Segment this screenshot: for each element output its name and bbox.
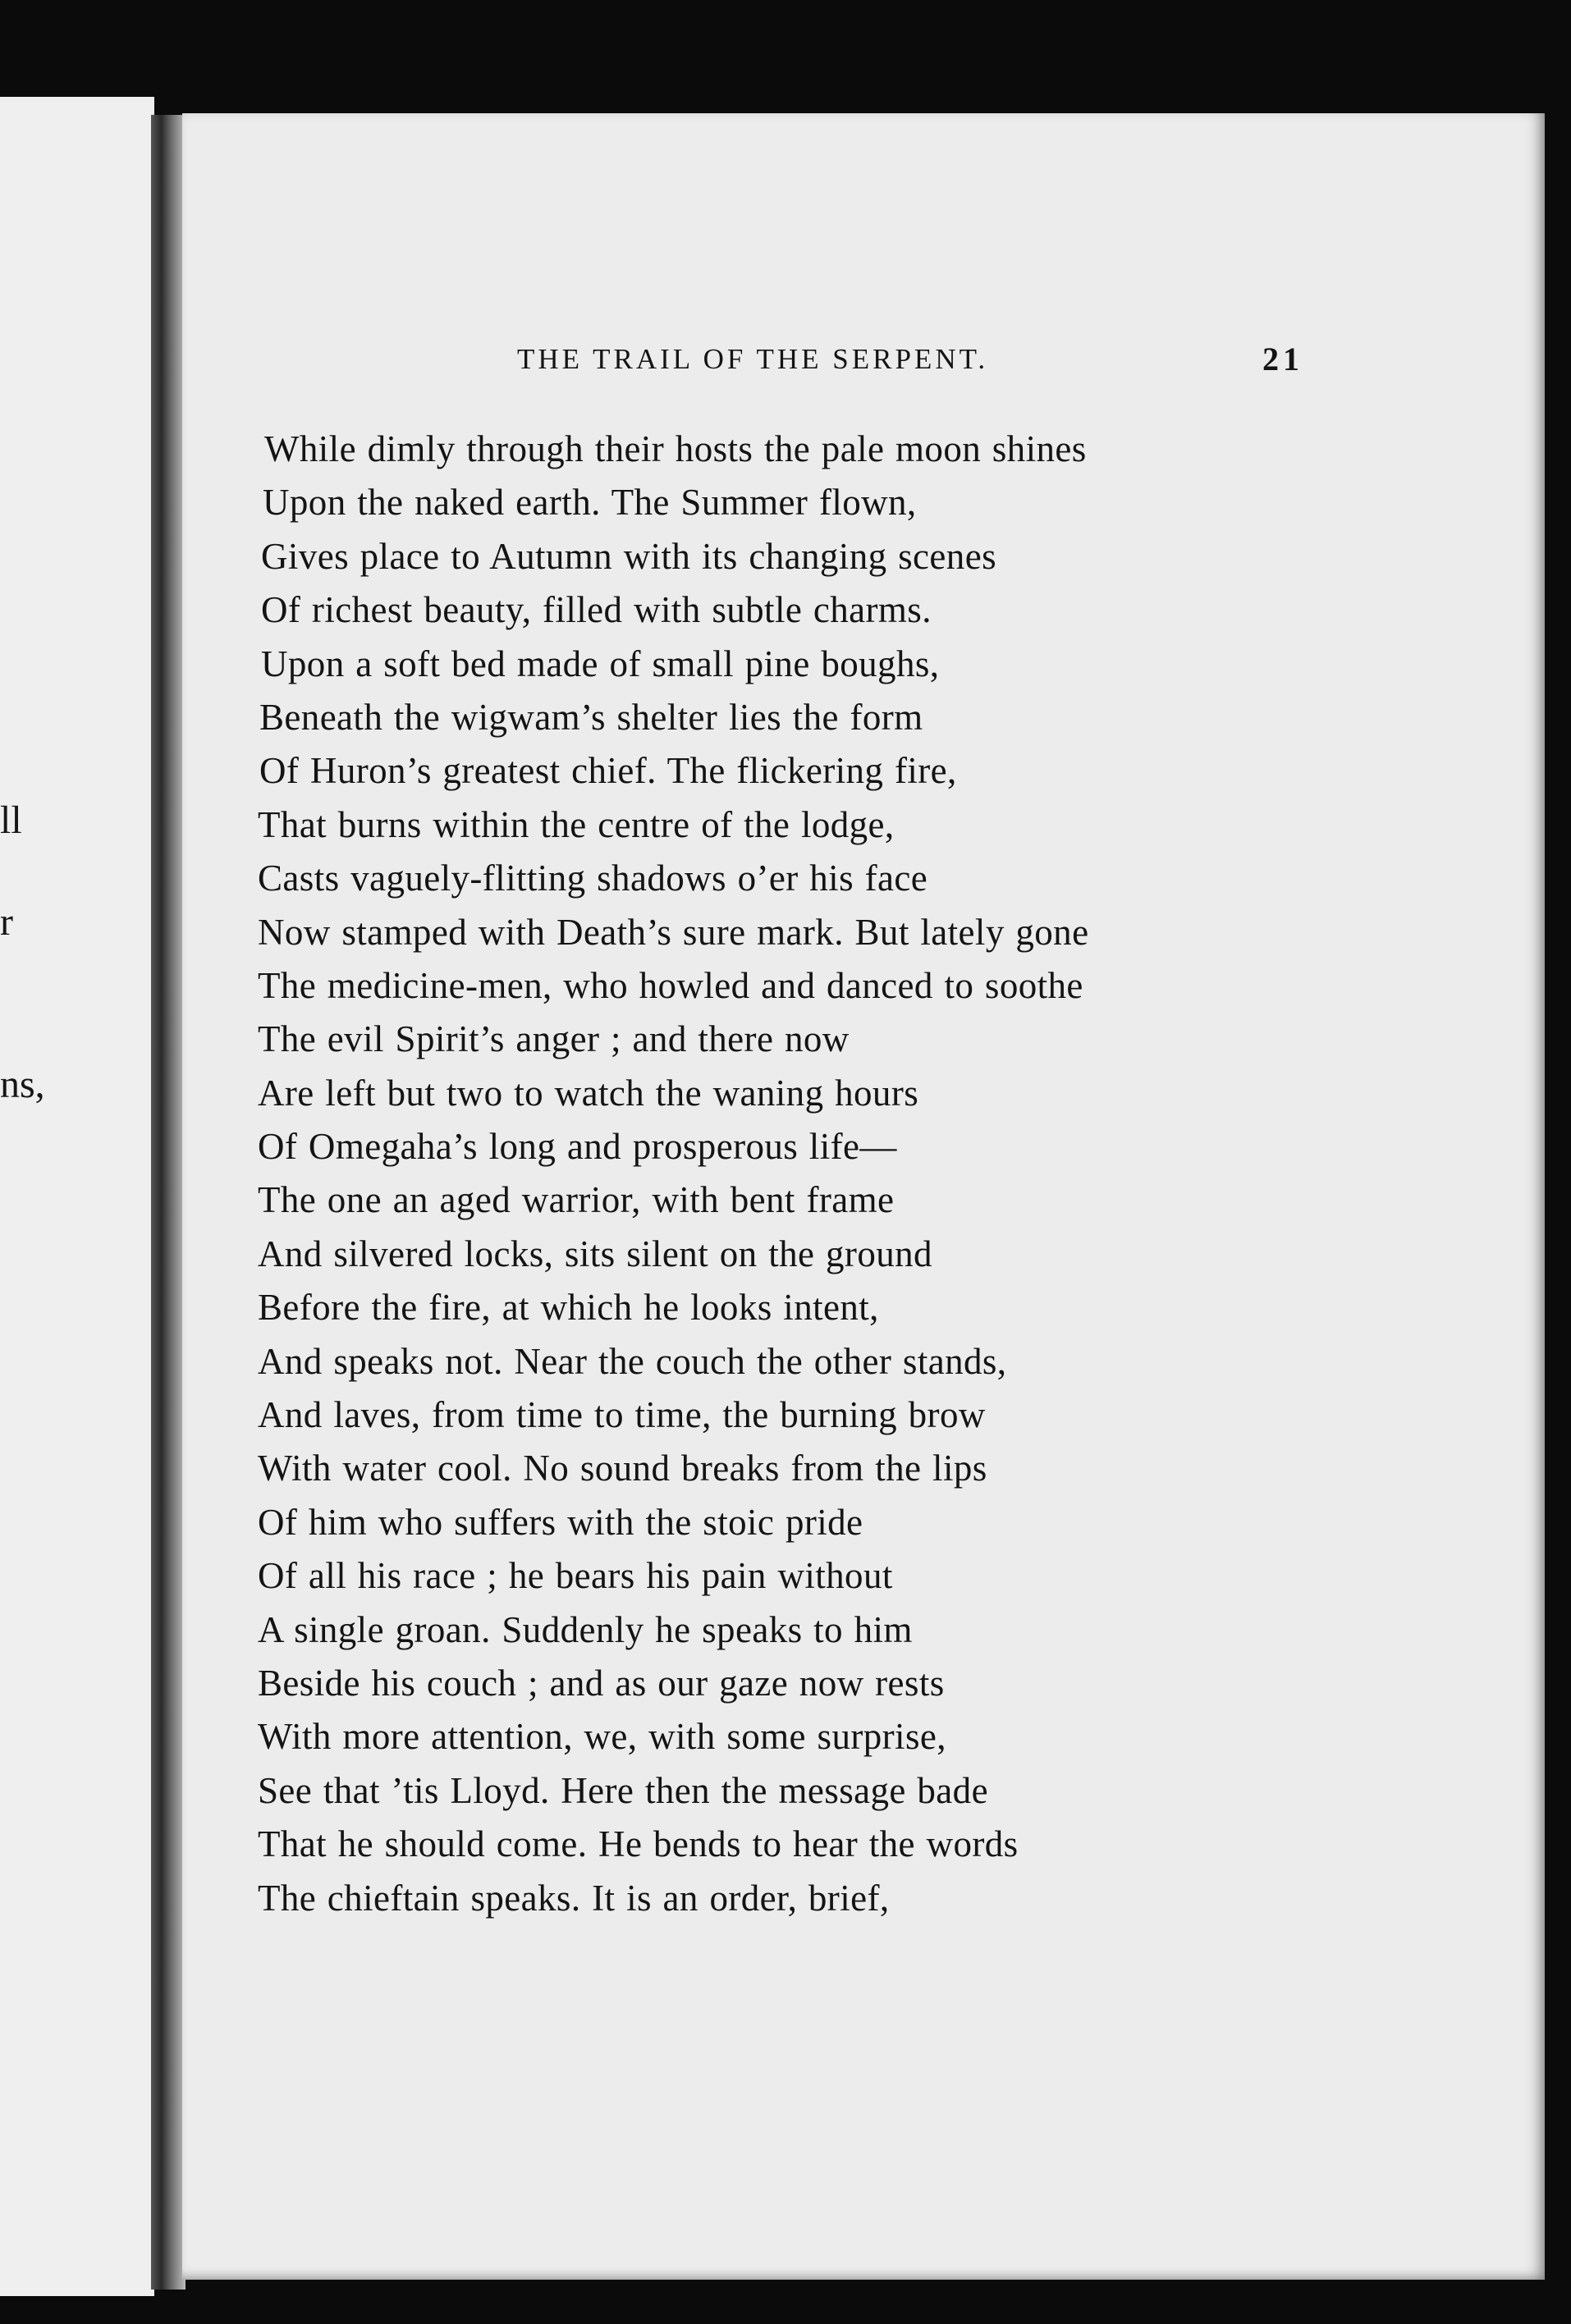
book-page [182,113,1545,2280]
poem-line: Beneath the wigwam’s shelter lies the form [259,696,923,738]
poem-line: And silvered locks, sits silent on the ground [258,1233,932,1274]
left-page-fragment: ll [0,798,22,842]
poem-line: With water cool. No sound breaks from the lips [258,1448,987,1489]
left-page-fragment: ns, [0,1063,45,1106]
poem-line: That he should come. He bends to hear the words [258,1823,1019,1865]
poem-line: Upon the naked earth. The Summer flown, [263,482,917,524]
poem-line: Of all his race ; he bears his pain without [258,1555,893,1597]
poem-line: The one an aged warrior, with bent frame [258,1179,895,1221]
poem-line: Before the fire, at which he looks intent, [258,1287,879,1329]
poem-line: And laves, from time to time, the burning brow [258,1394,986,1436]
poem-line: Of Huron’s greatest chief. The flickering fire, [259,750,957,792]
poem-line: Of richest beauty, filled with subtle charms. [261,589,932,631]
page-number: 21 [1262,341,1303,377]
left-facing-page [0,97,154,2296]
left-page-fragment: r [0,900,13,944]
poem-line: The evil Spirit’s anger ; and there now [258,1018,850,1060]
poem-line: Now stamped with Death’s sure mark. But lately gone [258,911,1089,953]
poem-line: Of Omegaha’s long and prosperous life— [258,1126,897,1168]
poem-text [258,423,1088,1925]
poem-line: A single groan. Suddenly he speaks to him [258,1608,913,1650]
poem-line: While dimly through their hosts the pale moon shines [264,428,1087,469]
poem-line: That burns within the centre of the lodge, [258,803,895,845]
poem-line: And speaks not. Near the couch the other stands, [258,1340,1007,1382]
poem-line: Upon a soft bed made of small pine boughs, [261,643,940,684]
poem-line: Beside his couch ; and as our gaze now rests [258,1662,945,1704]
poem-line: Are left but two to watch the waning hours [258,1072,919,1114]
poem-line: Casts vaguely-flitting shadows o’er his face [258,858,928,899]
poem-line: The chieftain speaks. It is an order, brief, [258,1877,890,1919]
poem-line: Gives place to Autumn with its changing scenes [261,535,996,577]
running-head: THE TRAIL OF THE SERPENT. [517,343,989,375]
poem-line: Of him who suffers with the stoic pride [258,1501,863,1543]
poem-line: The medicine-men, who howled and danced to soothe [258,964,1083,1006]
poem-line: With more attention, we, with some surprise, [258,1716,946,1758]
book-gutter [151,115,185,2290]
poem-line: See that ’tis Lloyd. Here then the message bade [258,1769,988,1811]
